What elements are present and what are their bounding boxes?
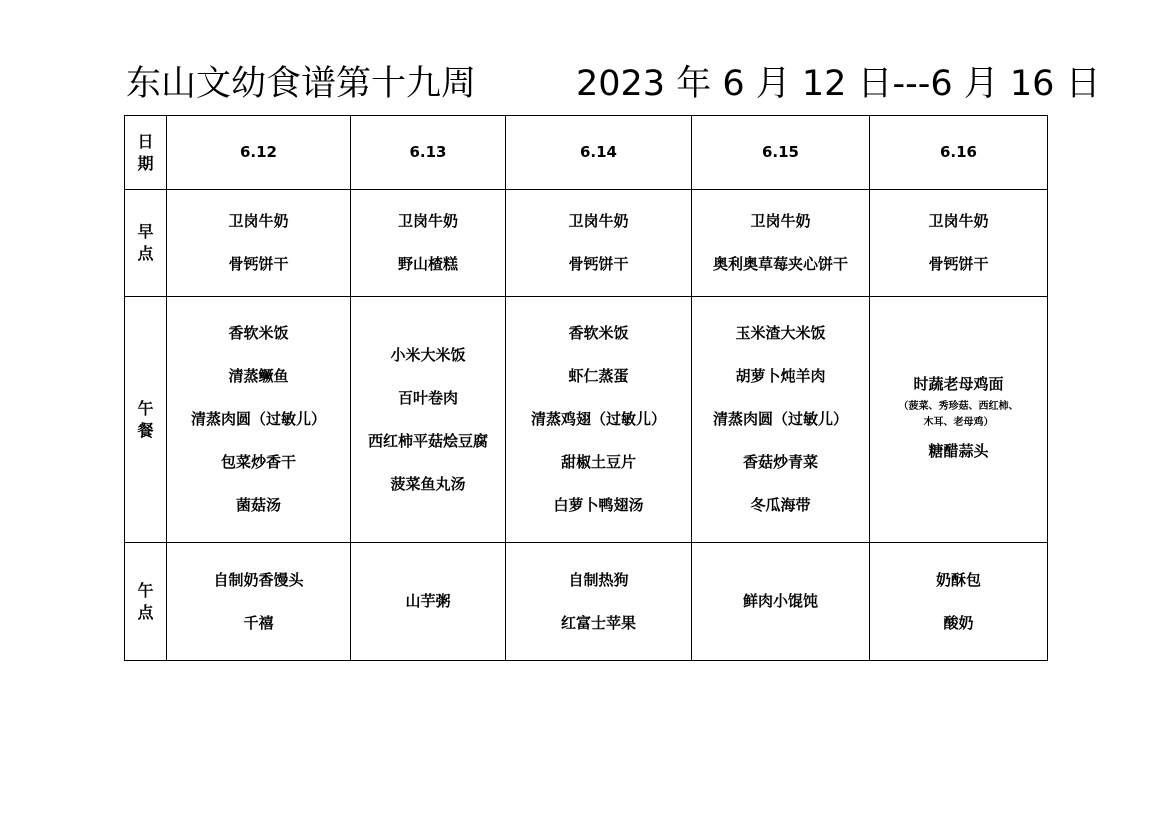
menu-item: 甜椒土豆片 [560,453,636,471]
lunch-cell [506,297,692,543]
lunch-cell [870,297,1048,543]
breakfast-row [125,190,1048,297]
row-label-lunch: 午 餐 [125,297,167,543]
snack-cell [351,543,506,661]
date-cell: 6.15 [692,116,870,190]
date-cell: 6.14 [506,116,692,190]
menu-item: 奥利奥草莓夹心饼干 [712,255,848,273]
menu-item: 清蒸鳜鱼 [228,367,289,385]
menu-item: 冬瓜海带 [750,496,811,514]
ingredient-note: 木耳、老母鸡） [923,416,994,428]
lunch-row [125,297,1048,543]
date-range: 2023 年 6 月 12 日---6 月 16 日 [576,64,1101,104]
menu-item: 卫岗牛奶 [568,212,629,230]
breakfast-cell [506,190,692,297]
menu-item: 骨钙饼干 [568,255,629,273]
menu-item: 糖醋蒜头 [928,441,989,460]
menu-item: 野山楂糕 [397,255,458,273]
menu-item: 卫岗牛奶 [928,212,989,230]
menu-item: 香菇炒青菜 [742,453,818,471]
breakfast-cell [870,190,1048,297]
menu-item: 山芋粥 [405,592,451,610]
breakfast-cell [692,190,870,297]
menu-item: 卫岗牛奶 [750,212,811,230]
ingredient-note: （菠菜、秀珍菇、西红柿、 [898,400,1019,412]
menu-item: 清蒸肉圆（过敏儿） [190,410,326,428]
menu-item: 红富士苹果 [560,613,636,632]
lunch-cell [351,297,506,543]
date-cell: 6.12 [167,116,351,190]
menu-item: 小米大米饭 [390,345,466,364]
snack-cell [167,543,351,661]
menu-item: 时蔬老母鸡面 [913,374,1004,393]
breakfast-cell [167,190,351,297]
menu-item: 香软米饭 [568,324,629,342]
row-label-snack: 午 点 [125,543,167,661]
row-label-date: 日 期 [125,116,167,190]
menu-item: 清蒸鸡翅（过敏儿） [530,410,666,428]
menu-item: 白萝卜鸭翅汤 [553,496,644,514]
menu-item: 鲜肉小馄饨 [742,592,818,610]
menu-item: 菌菇汤 [235,496,281,514]
menu-item: 卫岗牛奶 [397,212,458,230]
snack-row [125,543,1048,661]
menu-item: 百叶卷肉 [397,388,458,407]
date-row [125,116,1048,190]
snack-cell [506,543,692,661]
menu-item: 自制热狗 [568,570,629,589]
menu-item: 西红柿平菇烩豆腐 [367,431,488,450]
menu-item: 胡萝卜炖羊肉 [735,367,826,385]
menu-item: 清蒸肉圆（过敏儿） [712,410,848,428]
menu-item: 菠菜鱼丸汤 [390,474,466,493]
menu-item: 虾仁蒸蛋 [568,367,629,385]
menu-item: 卫岗牛奶 [228,212,289,230]
date-cell: 6.13 [351,116,506,190]
menu-item: 玉米渣大米饭 [735,324,826,342]
menu-table [124,115,1048,661]
breakfast-cell [351,190,506,297]
snack-cell [870,543,1048,661]
lunch-cell [167,297,351,543]
row-label-breakfast: 早 点 [125,190,167,297]
menu-item: 香软米饭 [228,324,289,342]
menu-item: 千禧 [243,613,274,632]
menu-item: 酸奶 [943,613,974,632]
menu-item: 包菜炒香干 [220,453,296,471]
menu-item: 骨钙饼干 [928,255,989,273]
menu-item: 骨钙饼干 [228,255,289,273]
menu-item: 自制奶香馒头 [213,570,304,589]
snack-cell [692,543,870,661]
lunch-cell [692,297,870,543]
date-cell: 6.16 [870,116,1048,190]
page-title: 东山文幼食谱第十九周 [126,64,477,104]
menu-item: 奶酥包 [935,570,981,589]
